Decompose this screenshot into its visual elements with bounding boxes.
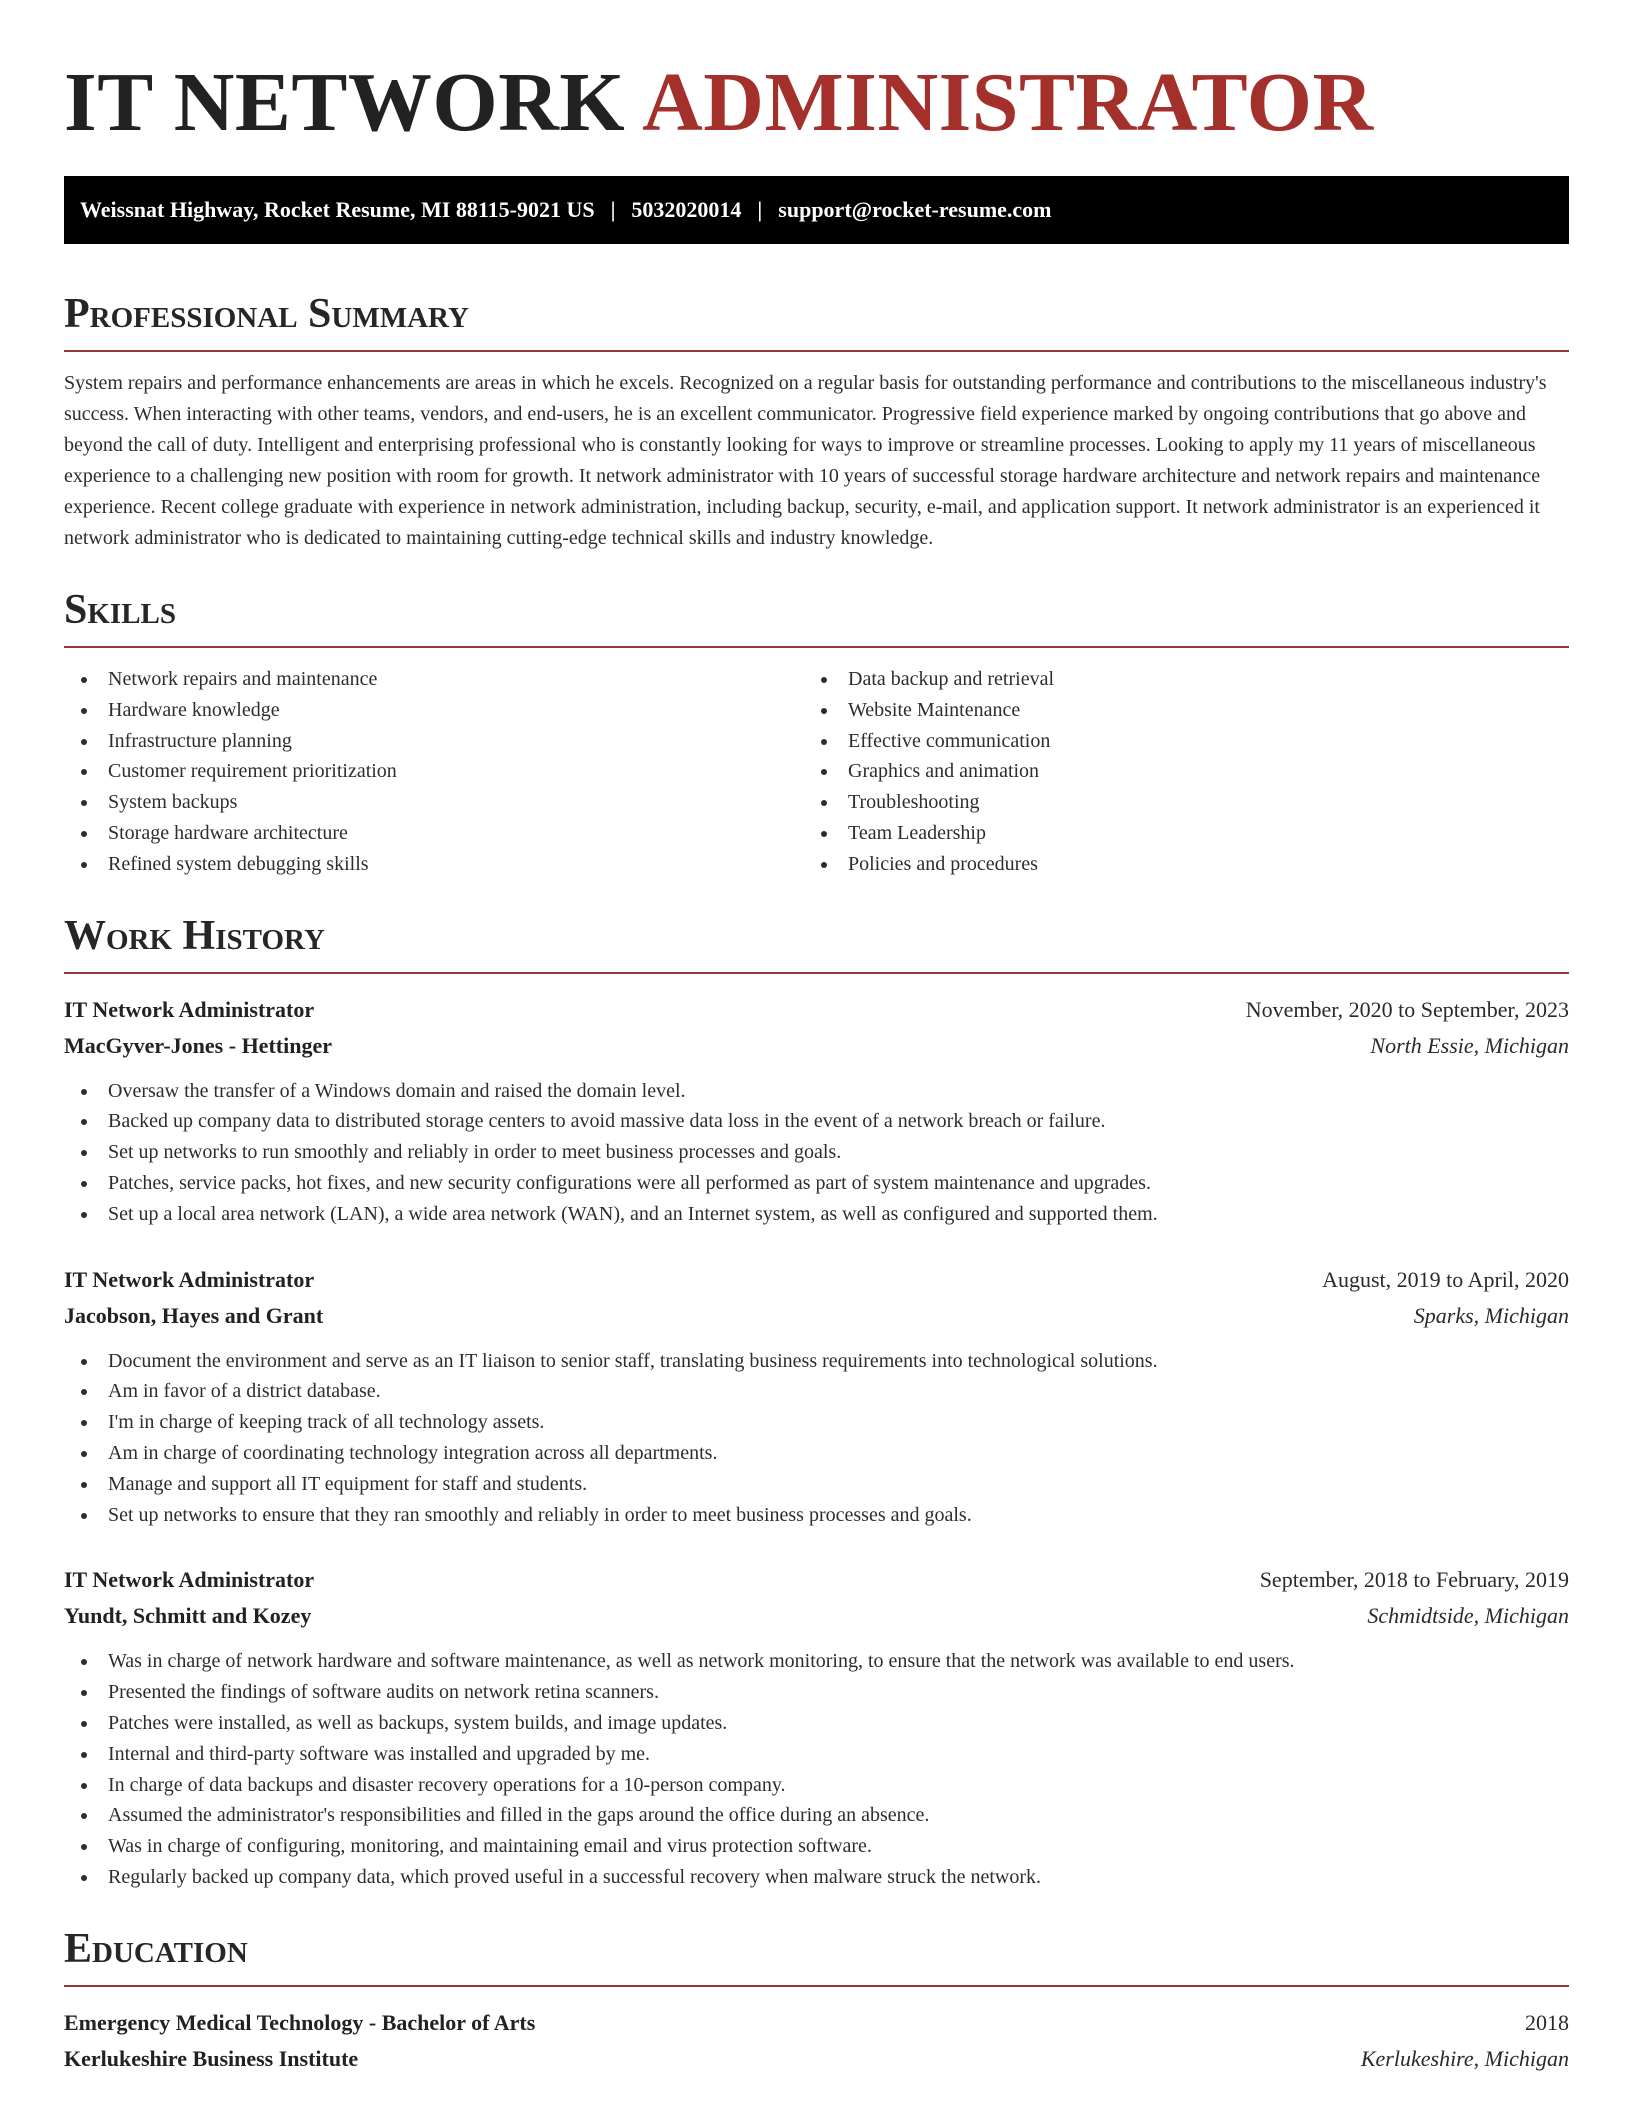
page-title — [64, 56, 1569, 150]
phone: 5032020014 — [631, 197, 742, 222]
job-company-row — [64, 1298, 1569, 1334]
resume-page — [64, 0, 1569, 2077]
job-bullet: Am in charge of coordinating technology integration across all departments. — [64, 1438, 1569, 1469]
skill-item: Network repairs and maintenance — [64, 664, 804, 695]
skill-item: Policies and procedures — [804, 849, 1544, 880]
job-entry — [64, 1562, 1569, 1892]
job-bullet: Was in charge of configuring, monitoring, and maintaining email and virus protection software. — [64, 1831, 1569, 1862]
skill-item: Website Maintenance — [804, 695, 1544, 726]
job-header-row — [64, 1262, 1569, 1298]
contact-separator: | — [757, 197, 763, 222]
skills-list — [64, 664, 1569, 880]
section-heading-skills: Skills — [64, 584, 1569, 648]
job-bullet: Set up networks to run smoothly and reliably in order to meet business processes and goals. — [64, 1137, 1569, 1168]
job-bullet: Oversaw the transfer of a Windows domain and raised the domain level. — [64, 1076, 1569, 1107]
title-part-1: IT NETWORK — [64, 56, 626, 149]
job-bullet: Backed up company data to distributed storage centers to avoid massive data loss in the event of a network breach or failure. — [64, 1106, 1569, 1137]
job-location: Sparks, Michigan — [1413, 1302, 1569, 1328]
skill-item: Infrastructure planning — [64, 726, 804, 757]
job-title: IT Network Administrator — [64, 1266, 315, 1292]
job-bullet: Patches, service packs, hot fixes, and new security configurations were all performed as part of system maintenance and upgrades. — [64, 1168, 1569, 1199]
job-bullet: In charge of data backups and disaster recovery operations for a 10-person company. — [64, 1770, 1569, 1801]
job-dates: November, 2020 to September, 2023 — [1245, 996, 1569, 1022]
job-location: North Essie, Michigan — [1370, 1032, 1569, 1058]
job-dates: September, 2018 to February, 2019 — [1259, 1567, 1569, 1593]
job-header-row — [64, 1562, 1569, 1598]
education-school: Kerlukeshire Business Institute — [64, 2045, 359, 2071]
contact-separator: | — [610, 197, 616, 222]
job-entry — [64, 1262, 1569, 1531]
address: Weissnat Highway, Rocket Resume, MI 88115-9021 US — [80, 197, 595, 222]
contact-bar — [64, 176, 1569, 244]
job-location: Schmidtside, Michigan — [1367, 1603, 1569, 1629]
education-degree: Emergency Medical Technology - Bachelor of Arts — [64, 2009, 536, 2035]
job-company: Jacobson, Hayes and Grant — [64, 1302, 324, 1328]
job-company: MacGyver-Jones - Hettinger — [64, 1032, 332, 1058]
job-bullet: Set up a local area network (LAN), a wide area network (WAN), and an Internet system, as well as configured and supported them. — [64, 1199, 1569, 1230]
job-bullet: Presented the findings of software audits on network retina scanners. — [64, 1677, 1569, 1708]
education-year: 2018 — [1525, 2009, 1569, 2035]
job-bullet: Document the environment and serve as an IT liaison to senior staff, translating business requirements into technological solutions. — [64, 1346, 1569, 1377]
education-entry — [64, 2005, 1569, 2077]
email: support@rocket-resume.com — [778, 197, 1052, 222]
job-bullet: Am in favor of a district database. — [64, 1376, 1569, 1407]
job-company-row — [64, 1028, 1569, 1064]
job-dates: August, 2019 to April, 2020 — [1322, 1266, 1569, 1292]
title-part-2: ADMINISTRATOR — [642, 56, 1374, 149]
skill-item: Hardware knowledge — [64, 695, 804, 726]
skills-column-left — [64, 664, 804, 880]
education-location: Kerlukeshire, Michigan — [1360, 2045, 1569, 2071]
skill-item: Team Leadership — [804, 818, 1544, 849]
job-bullet: Was in charge of network hardware and software maintenance, as well as network monitoring, to ensure that the network was available to end users. — [64, 1646, 1569, 1677]
job-bullet: Internal and third-party software was installed and upgraded by me. — [64, 1739, 1569, 1770]
job-bullets — [64, 1646, 1569, 1892]
job-bullet: Patches were installed, as well as backups, system builds, and image updates. — [64, 1708, 1569, 1739]
skill-item: Effective communication — [804, 726, 1544, 757]
job-entry — [64, 992, 1569, 1230]
section-heading-work-history: Work History — [64, 910, 1569, 974]
job-title: IT Network Administrator — [64, 1567, 315, 1593]
section-heading-education: Education — [64, 1923, 1569, 1987]
section-heading-summary: Professional Summary — [64, 288, 1569, 352]
job-company: Yundt, Schmitt and Kozey — [64, 1603, 312, 1629]
skill-item: Customer requirement prioritization — [64, 756, 804, 787]
job-bullet: Assumed the administrator's responsibilities and filled in the gaps around the office during an absence. — [64, 1800, 1569, 1831]
skills-column-right — [804, 664, 1544, 880]
job-header-row — [64, 992, 1569, 1028]
job-company-row — [64, 1598, 1569, 1634]
skill-item: System backups — [64, 787, 804, 818]
job-bullets — [64, 1346, 1569, 1531]
skill-item: Data backup and retrieval — [804, 664, 1544, 695]
job-bullet: Manage and support all IT equipment for staff and students. — [64, 1469, 1569, 1500]
job-bullet: Set up networks to ensure that they ran smoothly and reliably in order to meet business processes and goals. — [64, 1500, 1569, 1531]
education-header-row — [64, 2005, 1569, 2041]
job-bullet: I'm in charge of keeping track of all technology assets. — [64, 1407, 1569, 1438]
education-school-row — [64, 2041, 1569, 2077]
skill-item: Refined system debugging skills — [64, 849, 804, 880]
job-title: IT Network Administrator — [64, 996, 315, 1022]
skill-item: Troubleshooting — [804, 787, 1544, 818]
job-bullet: Regularly backed up company data, which proved useful in a successful recovery when malware struck the network. — [64, 1862, 1569, 1893]
job-bullets — [64, 1076, 1569, 1230]
skill-item: Storage hardware architecture — [64, 818, 804, 849]
skill-item: Graphics and animation — [804, 756, 1544, 787]
summary-text: System repairs and performance enhancements are areas in which he excels. Recognized on a regular basis for outstanding performance and contributions to the miscellaneous industry's success. When interacting with other teams, vendors, and end-users, he is an excellent communicator. Progressive field experience marked by ongoing contributions that go above and beyond the call of duty. Intelligent and enterprising professional who is constantly looking for ways to improve or streamline processes. Looking to apply my 11 years of miscellaneous experience to a challenging new position with room for growth. It network administrator with 10 years of successful storage hardware architecture and network repairs and maintenance experience. Recent college graduate with experience in network administration, including backup, security, e-mail, and application support. It network administrator is an experienced it network administrator who is dedicated to maintaining cutting-edge technical skills and industry knowledge. — [64, 372, 1547, 549]
